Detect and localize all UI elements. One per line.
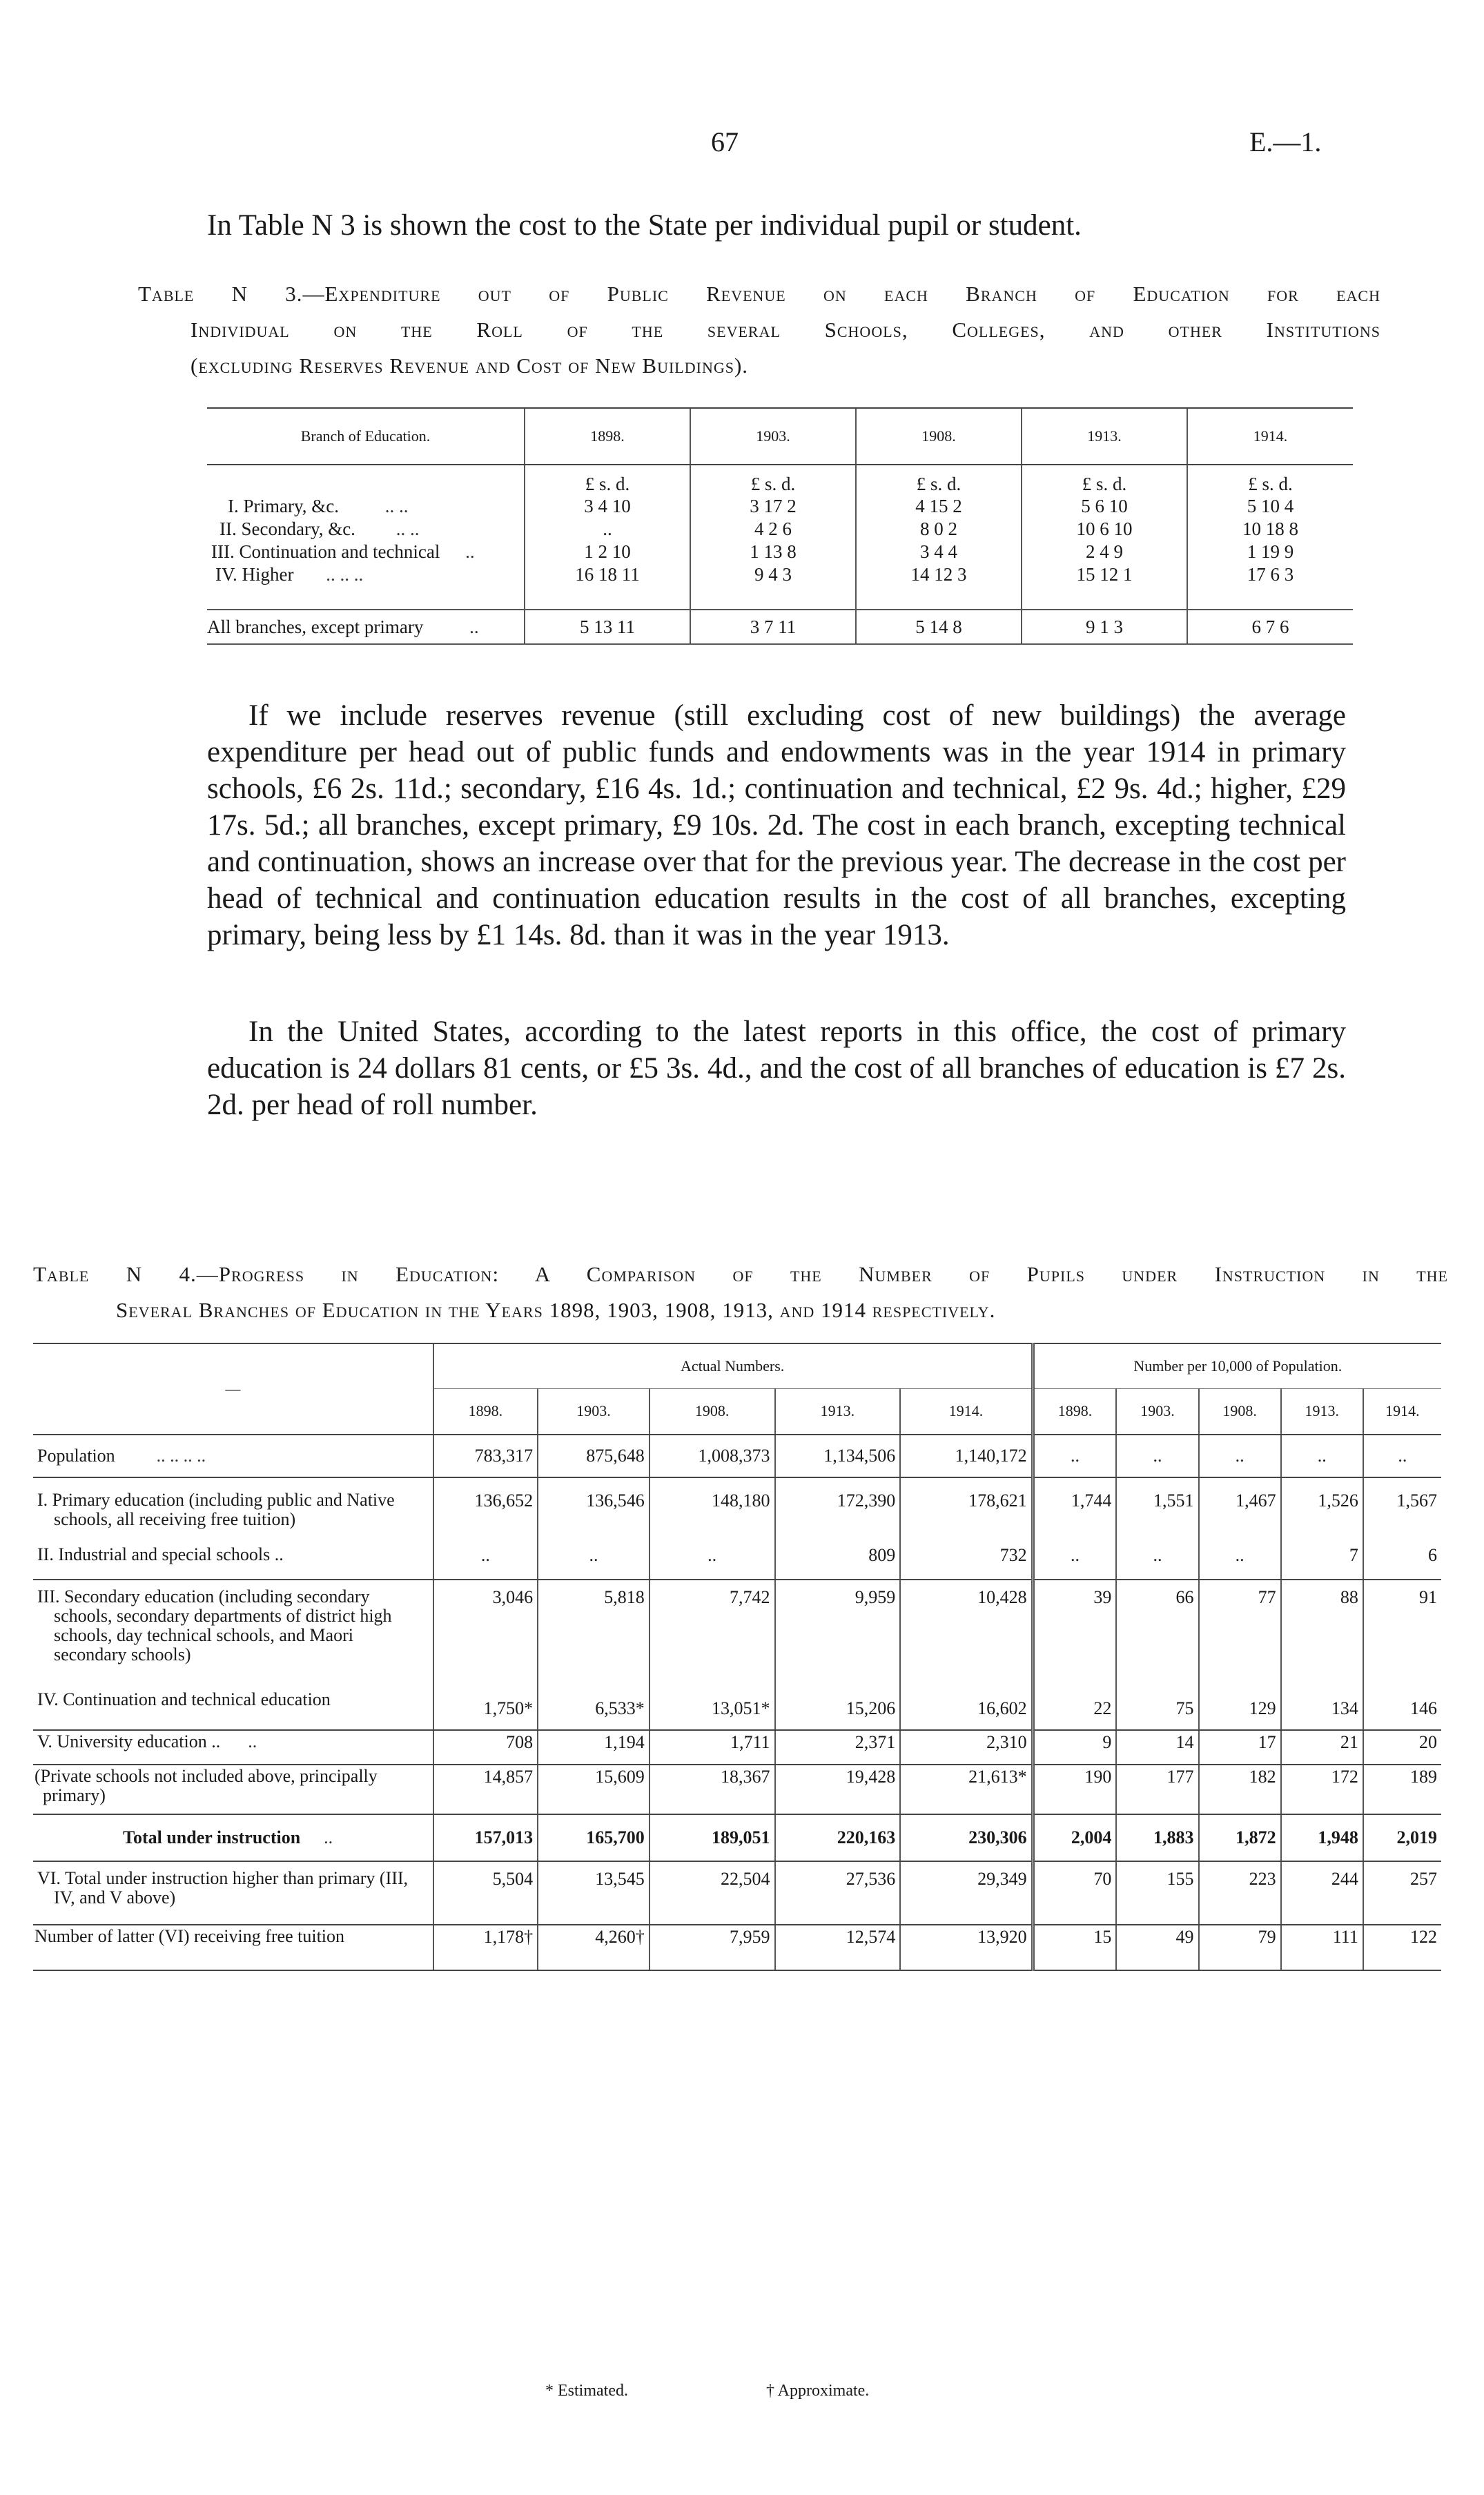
year-header: 1908. (650, 1389, 775, 1435)
row-label (207, 541, 525, 563)
total-row (33, 1814, 1441, 1861)
year-header: 1898. (433, 1389, 538, 1435)
cell: 7,959 (650, 1925, 775, 1970)
body-paragraph: If we include reserves revenue (still excluding cost of new buildings) the average expenditure per head out of public funds and endowments was in the year 1914 in primary schools, £6 2s. 11d.; secondary, £16 4s. 1d.; continuation and technical, £2 9s. 4d.; higher, £29 17s. 5d.; all branches, except primary, £9 10s. 2d. The cost in each branch, excepting technical and continuation, shows an increase over that for the previous year. The decrease in the cost per head of technical and continuation education results in the cost of all branches, excepting primary, being less by £1 14s. 8d. than it was in the year 1913. (207, 699, 1346, 951)
cell: 15 12 1 (1022, 563, 1187, 586)
unit-label: £ s. d. (856, 465, 1022, 495)
cell: 77 (1199, 1580, 1281, 1689)
cell: 10 6 10 (1022, 518, 1187, 541)
cell: 2,310 (900, 1730, 1033, 1765)
cell: 1 13 8 (690, 541, 856, 563)
cell: 19,428 (775, 1765, 901, 1814)
cell: 1,140,172 (900, 1435, 1033, 1477)
cell: 148,180 (650, 1477, 775, 1544)
cell: 2,004 (1033, 1814, 1116, 1861)
cell: 5 13 11 (525, 610, 690, 644)
cell: 1,948 (1281, 1814, 1363, 1861)
row-label (207, 495, 525, 518)
cell: .. (1199, 1544, 1281, 1580)
cell: 223 (1199, 1861, 1281, 1925)
cell: 172 (1281, 1765, 1363, 1814)
cell: 4 15 2 (856, 495, 1022, 518)
cell: 178,621 (900, 1477, 1033, 1544)
leader-dots: .. .. (396, 518, 420, 539)
cell: 3 17 2 (690, 495, 856, 518)
cell: 3 4 10 (525, 495, 690, 518)
table-row (33, 1580, 1441, 1689)
cell: 18,367 (650, 1765, 775, 1814)
year-header: 1914. (1363, 1389, 1441, 1435)
table-row (33, 1544, 1441, 1580)
cell: .. (538, 1544, 650, 1580)
cell: 17 (1199, 1730, 1281, 1765)
cell: 122 (1363, 1925, 1441, 1970)
leader-dots: .. .. .. (326, 564, 364, 585)
cell: .. (1363, 1435, 1441, 1477)
cell: .. (650, 1544, 775, 1580)
cell: 3 4 4 (856, 541, 1022, 563)
cell: 172,390 (775, 1477, 901, 1544)
cell: 1,551 (1116, 1477, 1198, 1544)
cell: 13,051* (650, 1689, 775, 1730)
leader-dots: .. .. .. .. (156, 1445, 206, 1466)
year-header: 1914. (900, 1389, 1033, 1435)
label-text: I. Primary, &c. (228, 496, 339, 516)
cell: 129 (1199, 1689, 1281, 1730)
cell: .. (525, 518, 690, 541)
label-text: V. University education .. (37, 1731, 221, 1751)
year-header: 1908. (1199, 1389, 1281, 1435)
cell: 5 6 10 (1022, 495, 1187, 518)
cell: 1,008,373 (650, 1435, 775, 1477)
cell: 111 (1281, 1925, 1363, 1970)
group-header-actual: Actual Numbers. (433, 1343, 1033, 1389)
cell: 1,744 (1033, 1477, 1116, 1544)
cell: 88 (1281, 1580, 1363, 1689)
row-label: (Private schools not included above, principally primary) (33, 1765, 433, 1814)
cell: 6 7 6 (1187, 610, 1353, 644)
cell: 190 (1033, 1765, 1116, 1814)
cell: .. (1116, 1544, 1198, 1580)
page-number: 67 (711, 126, 739, 157)
label-text: IV. Higher (215, 564, 294, 585)
cell: 15,609 (538, 1765, 650, 1814)
unit-label: £ s. d. (525, 465, 690, 495)
row-label (207, 518, 525, 541)
cell: 1,178† (433, 1925, 538, 1970)
cell: .. (433, 1544, 538, 1580)
cell: 5,818 (538, 1580, 650, 1689)
label-text: Population (37, 1445, 115, 1466)
cell: 29,349 (900, 1861, 1033, 1925)
table-row (33, 1435, 1441, 1477)
cell: 783,317 (433, 1435, 538, 1477)
year-header: 1914. (1187, 408, 1353, 465)
cell: 10 18 8 (1187, 518, 1353, 541)
unit-row (207, 465, 1353, 495)
label-text: All branches, except primary (207, 616, 424, 637)
table-row (33, 1730, 1441, 1765)
cell: 1,467 (1199, 1477, 1281, 1544)
cell: 49 (1116, 1925, 1198, 1970)
cell: 14 (1116, 1730, 1198, 1765)
row-label (33, 1814, 433, 1861)
year-header: 1913. (1281, 1389, 1363, 1435)
cell: 182 (1199, 1765, 1281, 1814)
group-header-per10000: Number per 10,000 of Population. (1033, 1343, 1441, 1389)
cell: 9 4 3 (690, 563, 856, 586)
footnote-approximate: † Approximate. (766, 2382, 870, 2400)
cell: 9,959 (775, 1580, 901, 1689)
table-row (33, 1861, 1441, 1925)
caption-line: (excluding Reserves Revenue and Cost of New Buildings). (191, 353, 749, 378)
branch-header: Branch of Education. (207, 408, 525, 465)
unit-label: £ s. d. (1187, 465, 1353, 495)
caption-line: Individual on the Roll of the several Schools, Colleges, and other Institutions (191, 318, 1380, 342)
cell: 4,260† (538, 1925, 650, 1970)
year-header: 1903. (690, 408, 856, 465)
cell: .. (1033, 1544, 1116, 1580)
cell: 39 (1033, 1580, 1116, 1689)
cell: .. (1116, 1435, 1198, 1477)
unit-label: £ s. d. (690, 465, 856, 495)
cell: 12,574 (775, 1925, 901, 1970)
cell: 708 (433, 1730, 538, 1765)
leader-dots: .. (248, 1731, 257, 1751)
cell: 230,306 (900, 1814, 1033, 1861)
caption-line: Table N 4.—Progress in Education: A Comparison of the Number of Pupils under Instruction in the (33, 1262, 1448, 1286)
cell: 177 (1116, 1765, 1198, 1814)
cell: 732 (900, 1544, 1033, 1580)
year-header: 1898. (1033, 1389, 1116, 1435)
cell: 9 1 3 (1022, 610, 1187, 644)
cell: 13,545 (538, 1861, 650, 1925)
cell: 1 2 10 (525, 541, 690, 563)
cell: 8 0 2 (856, 518, 1022, 541)
cell: 16 18 11 (525, 563, 690, 586)
label-text: II. Secondary, &c. (219, 518, 355, 539)
cell: 136,546 (538, 1477, 650, 1544)
cell: 27,536 (775, 1861, 901, 1925)
cell: .. (1033, 1435, 1116, 1477)
cell: 7 (1281, 1544, 1363, 1580)
row-label (207, 610, 525, 644)
year-header: 1903. (1116, 1389, 1198, 1435)
cell: 146 (1363, 1689, 1441, 1730)
cell: 2 4 9 (1022, 541, 1187, 563)
table-n4 (33, 1343, 1441, 1971)
table-row (207, 518, 1353, 541)
cell: 155 (1116, 1861, 1198, 1925)
cell: .. (1199, 1435, 1281, 1477)
leader-dots: .. (469, 616, 479, 637)
table-row (33, 1925, 1441, 1970)
stub-header: — (33, 1343, 433, 1435)
cell: 70 (1033, 1861, 1116, 1925)
cell: 75 (1116, 1689, 1198, 1730)
table-row (207, 495, 1353, 518)
row-label: IV. Continuation and technical education (33, 1689, 433, 1730)
cell: 6 (1363, 1544, 1441, 1580)
cell: 220,163 (775, 1814, 901, 1861)
cell: 22 (1033, 1689, 1116, 1730)
row-label: I. Primary education (including public and Native schools, all receiving free tuition) (37, 1489, 395, 1529)
cell: 10,428 (900, 1580, 1033, 1689)
table-row (207, 610, 1353, 644)
cell: 13,920 (900, 1925, 1033, 1970)
cell: 4 2 6 (690, 518, 856, 541)
cell: 1,567 (1363, 1477, 1441, 1544)
cell: 15 (1033, 1925, 1116, 1970)
label-text: III. Continuation and technical (211, 541, 440, 562)
cell: 21,613* (900, 1765, 1033, 1814)
cell: 157,013 (433, 1814, 538, 1861)
row-label (33, 1730, 433, 1765)
year-header: 1908. (856, 408, 1022, 465)
cell: 2,371 (775, 1730, 901, 1765)
cell: 79 (1199, 1925, 1281, 1970)
row-label: II. Industrial and special schools .. (33, 1544, 433, 1580)
footnote-estimated: * Estimated. (545, 2382, 628, 2400)
cell: 5,504 (433, 1861, 538, 1925)
table-row (207, 563, 1353, 586)
table-n3 (207, 407, 1353, 645)
cell: 14 12 3 (856, 563, 1022, 586)
document-code: E.—1. (1249, 126, 1322, 157)
year-header: 1913. (775, 1389, 901, 1435)
leader-dots: .. .. (384, 496, 409, 516)
cell: 165,700 (538, 1814, 650, 1861)
row-label (207, 563, 525, 586)
row-label: Number of latter (VI) receiving free tuition (33, 1925, 433, 1970)
body-paragraph: In the United States, according to the latest reports in this office, the cost of primary education is 24 dollars 81 cents, or £5 3s. 4d., and the cost of all branches of education is £7 2s. 2d. per head of roll number. (207, 1016, 1346, 1121)
cell: 7,742 (650, 1580, 775, 1689)
cell: 16,602 (900, 1689, 1033, 1730)
caption-line: Several Branches of Education in the Years 1898, 1903, 1908, 1913, and 1914 respectively. (116, 1298, 996, 1322)
cell: 14,857 (433, 1765, 538, 1814)
row-label (33, 1435, 433, 1477)
cell: 257 (1363, 1861, 1441, 1925)
cell: 22,504 (650, 1861, 775, 1925)
caption-line: Table N 3.—Expenditure out of Public Revenue on each Branch of Education for each (138, 282, 1380, 306)
year-header: 1903. (538, 1389, 650, 1435)
cell: 134 (1281, 1689, 1363, 1730)
cell: 9 (1033, 1730, 1116, 1765)
cell: 1,750* (433, 1689, 538, 1730)
intro-sentence: In Table N 3 is shown the cost to the State per individual pupil or student. (207, 209, 1082, 242)
label-text: Total under instruction (123, 1827, 301, 1847)
year-header: 1913. (1022, 408, 1187, 465)
cell: 136,652 (433, 1477, 538, 1544)
cell: 189,051 (650, 1814, 775, 1861)
row-label: III. Secondary education (including secondary schools, secondary departments of district high schools, day technical schools, and Maori secondary schools) (37, 1586, 392, 1664)
cell: 3 7 11 (690, 610, 856, 644)
table-n3-caption (138, 276, 1380, 384)
table-header-row (207, 408, 1353, 465)
unit-label: £ s. d. (1022, 465, 1187, 495)
table-row (33, 1689, 1441, 1730)
leader-dots: .. (465, 541, 475, 562)
cell: 875,648 (538, 1435, 650, 1477)
cell: 1,194 (538, 1730, 650, 1765)
cell: 3,046 (433, 1580, 538, 1689)
cell: 2,019 (1363, 1814, 1441, 1861)
cell: 66 (1116, 1580, 1198, 1689)
cell: 1,711 (650, 1730, 775, 1765)
cell: 5 10 4 (1187, 495, 1353, 518)
year-header: 1898. (525, 408, 690, 465)
row-label: VI. Total under instruction higher than primary (III, IV, and V above) (33, 1861, 433, 1925)
table-row (207, 541, 1353, 563)
table-row (33, 1765, 1441, 1814)
cell: 6,533* (538, 1689, 650, 1730)
cell: 17 6 3 (1187, 563, 1353, 586)
cell: 5 14 8 (856, 610, 1022, 644)
table-row (33, 1477, 1441, 1544)
cell: 21 (1281, 1730, 1363, 1765)
cell: 244 (1281, 1861, 1363, 1925)
cell: .. (1281, 1435, 1363, 1477)
table-n4-caption (33, 1256, 1448, 1328)
cell: 1,872 (1199, 1814, 1281, 1861)
cell: 20 (1363, 1730, 1441, 1765)
cell: 1,526 (1281, 1477, 1363, 1544)
cell: 809 (775, 1544, 901, 1580)
cell: 189 (1363, 1765, 1441, 1814)
cell: 15,206 (775, 1689, 901, 1730)
cell: 1 19 9 (1187, 541, 1353, 563)
cell: 1,134,506 (775, 1435, 901, 1477)
cell: 1,883 (1116, 1814, 1198, 1861)
leader-dots: .. (324, 1827, 333, 1847)
cell: 91 (1363, 1580, 1441, 1689)
